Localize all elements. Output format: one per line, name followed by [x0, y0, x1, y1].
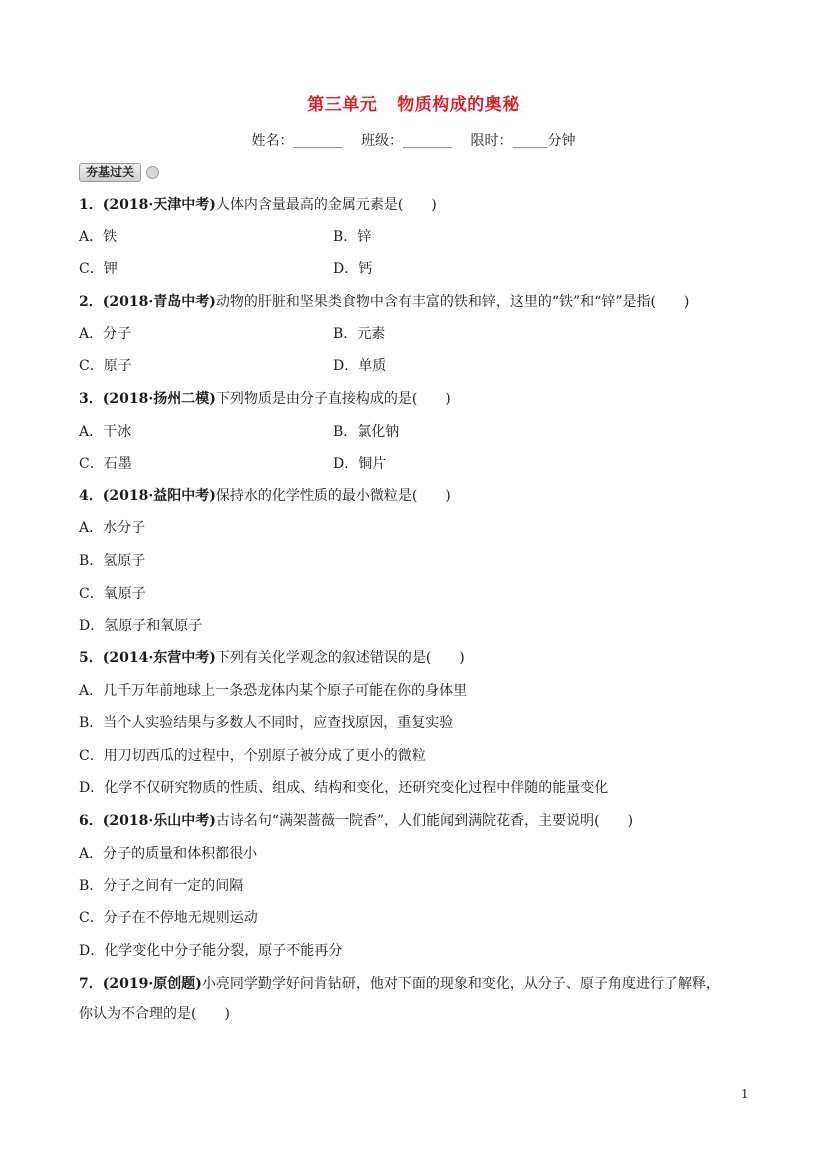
option: A．几千万年前地球上一条恐龙体内某个原子可能在你的身体里 — [79, 683, 468, 699]
option: A．分子 — [79, 326, 132, 342]
question-stem: 动物的肝脏和坚果类食物中含有丰富的铁和锌，这里的“铁”和“锌”是指( ) — [215, 294, 690, 310]
option: D．单质 — [333, 358, 387, 374]
option: C．用刀切西瓜的过程中，个别原子被分成了更小的微粒 — [79, 748, 426, 764]
question-number: 4． — [79, 488, 103, 504]
class-field: 班级：_______ — [361, 133, 452, 149]
page-number: 1 — [741, 1087, 749, 1101]
option: C．分子在不停地无规则运动 — [79, 910, 258, 926]
section-badge: 夯基过关 — [79, 163, 141, 182]
title-topic: 物质构成的奥秘 — [397, 95, 520, 115]
question-stem: 小亮同学勤学好问肯钻研，他对下面的现象和变化，从分子、原子角度进行了解释， — [201, 976, 720, 992]
question-source: (2018·乐山中考) — [102, 813, 216, 829]
option-row — [79, 325, 386, 343]
option-row — [79, 423, 400, 441]
question-6 — [79, 812, 633, 830]
page-title — [0, 90, 827, 115]
question-stem: 人体内含量最高的金属元素是( ) — [215, 197, 437, 213]
question-number: 7． — [79, 976, 103, 992]
option: C．氧原子 — [79, 586, 146, 602]
option: D．化学变化中分子能分裂，原子不能再分 — [79, 943, 343, 959]
question-source: (2018·天津中考) — [102, 197, 216, 213]
question-stem: 古诗名句“满架蔷薇一院香”，人们能闻到满院花香，主要说明( ) — [215, 813, 634, 829]
option-row — [79, 357, 387, 375]
option-row — [79, 228, 372, 246]
question-7 — [79, 975, 720, 993]
option: D．铜片 — [333, 456, 387, 472]
question-source: (2018·扬州二模) — [102, 391, 216, 407]
question-4 — [79, 487, 451, 505]
option: D．氢原子和氧原子 — [79, 618, 203, 634]
badge-circle-icon — [146, 166, 159, 179]
question-number: 5． — [79, 650, 103, 666]
option-row — [79, 260, 373, 278]
option: B．元素 — [333, 326, 386, 342]
question-source: (2019·原创题) — [102, 976, 202, 992]
time-limit-field: 限时：_____分钟 — [470, 133, 576, 149]
question-stem-continued: 你认为不合理的是( ) — [79, 1006, 230, 1022]
question-source: (2014·东营中考) — [102, 650, 216, 666]
option: C．石墨 — [79, 456, 132, 472]
question-5 — [79, 649, 465, 667]
option: D．钙 — [333, 261, 373, 277]
question-2 — [79, 293, 689, 311]
question-1 — [79, 196, 437, 214]
option: B．氯化钠 — [333, 424, 400, 440]
option: A．干冰 — [79, 424, 132, 440]
title-unit: 第三单元 — [307, 95, 378, 115]
option: B．锌 — [333, 229, 372, 245]
question-source: (2018·益阳中考) — [102, 488, 216, 504]
option: A．铁 — [79, 229, 118, 245]
question-stem: 下列物质是由分子直接构成的是( ) — [215, 391, 451, 407]
question-stem: 保持水的化学性质的最小微粒是( ) — [215, 488, 451, 504]
option: B．氢原子 — [79, 553, 146, 569]
option: B．当个人实验结果与多数人不同时，应查找原因，重复实验 — [79, 715, 454, 731]
question-stem: 下列有关化学观念的叙述错误的是( ) — [215, 650, 465, 666]
option: C．钾 — [79, 261, 118, 277]
option: A．分子的质量和体积都很小 — [79, 846, 258, 862]
option: A．水分子 — [79, 520, 146, 536]
question-number: 2． — [79, 294, 103, 310]
option: D．化学不仅研究物质的性质、组成、结构和变化，还研究变化过程中伴随的能量变化 — [79, 780, 609, 796]
question-source: (2018·青岛中考) — [102, 294, 216, 310]
option: C．原子 — [79, 358, 132, 374]
question-number: 3． — [79, 391, 103, 407]
option: B．分子之间有一定的间隔 — [79, 878, 244, 894]
question-number: 6． — [79, 813, 103, 829]
option-row — [79, 455, 387, 473]
question-3 — [79, 390, 451, 408]
student-info — [0, 130, 827, 150]
question-number: 1． — [79, 197, 103, 213]
name-field: 姓名：_______ — [251, 133, 343, 149]
